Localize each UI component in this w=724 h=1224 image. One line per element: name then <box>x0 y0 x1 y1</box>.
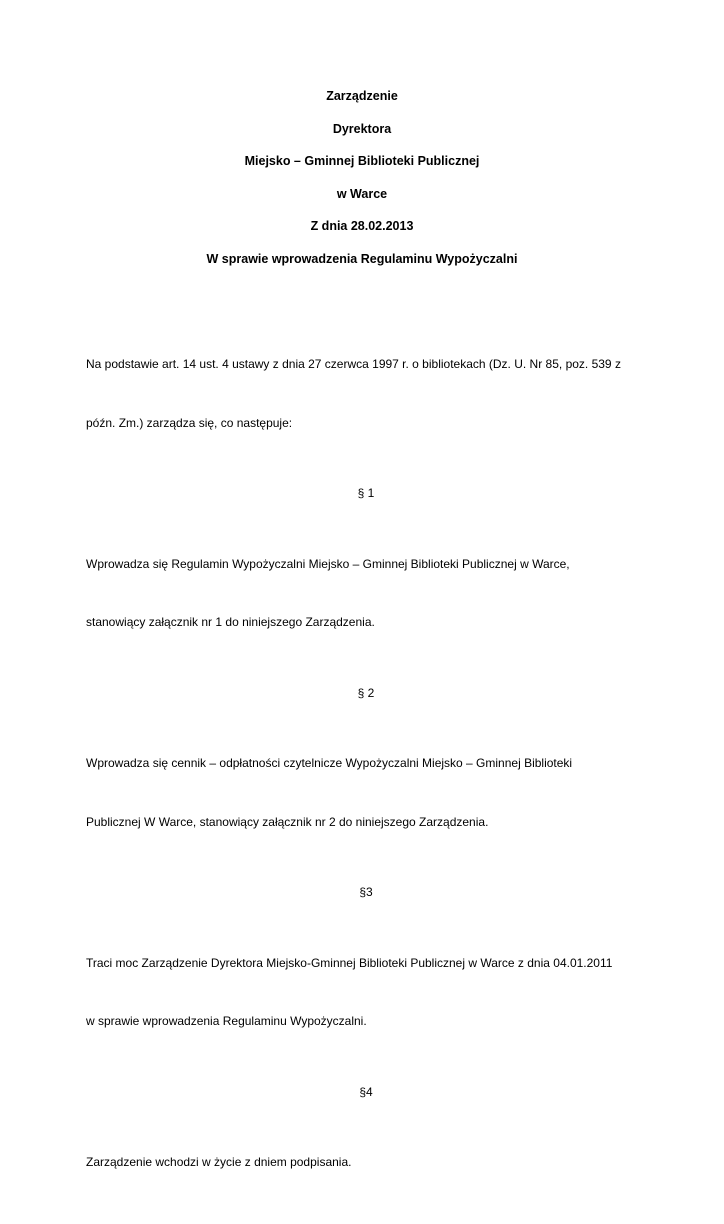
section-line: Wprowadza się cennik – odpłatności czytelnicze Wypożyczalni Miejsko – Gminnej Biblioteki <box>86 756 573 770</box>
section-line: stanowiący załącznik nr 1 do niniejszego Zarządzenia. <box>86 615 375 629</box>
section-mark-3: §3 <box>359 885 373 899</box>
institution-name: Miejsko – Gminnej Biblioteki Publicznej <box>244 154 480 168</box>
document-type-title: Zarządzenie <box>326 89 398 103</box>
preamble-line: Na podstawie art. 14 ust. 4 ustawy z dnia 27 czerwca 1997 r. o bibliotekach (Dz. U. Nr 85, poz. 539 z <box>86 357 621 371</box>
preamble-line: późn. Zm.) zarządza się, co następuje: <box>86 415 293 430</box>
section-line: Zarządzenie wchodzi w życie z dniem podpisania. <box>86 1155 352 1169</box>
document-body <box>86 316 646 1224</box>
section-paragraph-3 <box>86 915 646 1071</box>
document-subject: W sprawie wprowadzenia Regulaminu Wypożyczalni <box>206 251 518 266</box>
preamble-paragraph <box>86 316 646 472</box>
section-line: w sprawie wprowadzenia Regulaminu Wypożyczalni. <box>86 1014 367 1028</box>
section-mark-1: § 1 <box>357 486 375 500</box>
section-line: Wprowadza się Regulamin Wypożyczalni Miejsko – Gminnej Biblioteki Publicznej w Warce, <box>86 556 570 571</box>
section-paragraph-2 <box>86 715 646 871</box>
section-paragraph-4 <box>86 1114 646 1212</box>
section-paragraph-1 <box>86 516 646 672</box>
section-mark-4: §4 <box>359 1084 373 1099</box>
document-date: Z dnia 28.02.2013 <box>310 219 414 233</box>
section-line: Publicznej W Warce, stanowiący załącznik nr 2 do niniejszego Zarządzenia. <box>86 814 489 829</box>
section-mark-2: § 2 <box>357 685 375 700</box>
section-line: Traci moc Zarządzenie Dyrektora Miejsko-Gminnej Biblioteki Publicznej w Warce z dnia 04.01.2011 <box>86 955 613 970</box>
document-header <box>0 88 724 283</box>
issuer-title: Dyrektora <box>332 121 392 136</box>
institution-location: w Warce <box>336 186 388 201</box>
